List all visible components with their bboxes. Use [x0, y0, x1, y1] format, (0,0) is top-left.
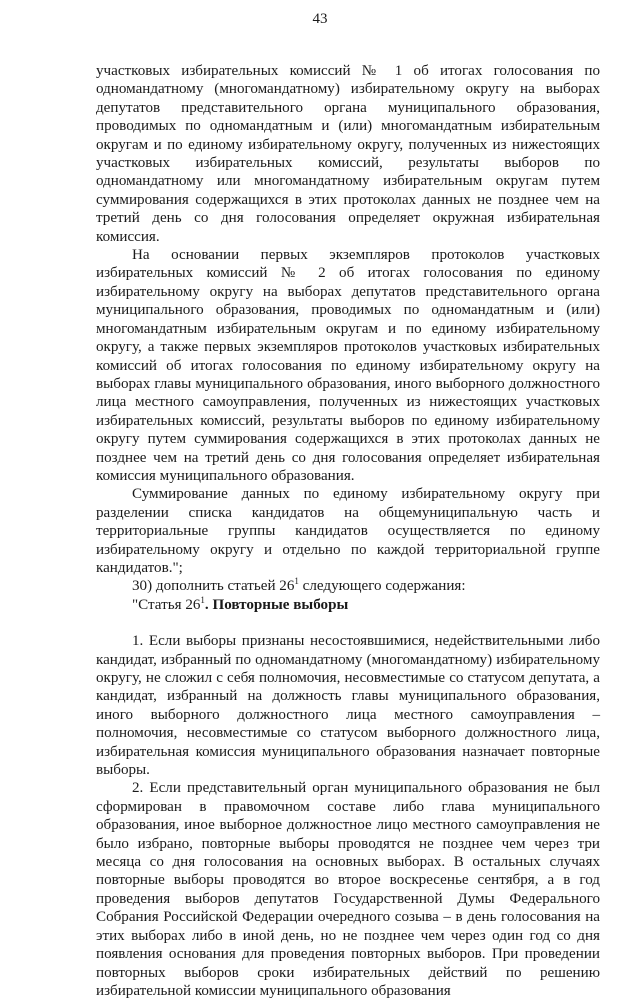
amendment-text: 30) дополнить статьей 26 [132, 578, 295, 595]
article-heading [96, 596, 600, 614]
paragraph-summation: Суммирование данных по единому избирательному округу при разделении списка кандидатов на общемуниципальную часть и территориальные группы кандидатов осуществляется по единому избирательному округу и отдельно по каждой территориальной группе кандидатов."; [96, 486, 600, 576]
superscript: 1 [294, 576, 299, 587]
paragraph-results-single-district: На основании первых экземпляров протоколов участковых избирательных комиссий № 2 об итогах голосования по единому избирательному округу на выборах депутатов представительного органа муниципального образования, проводимых по одномандатным и (или) многомандатным избирательным округам и по единому избирательному округу, а также первых экземпляров протоколов участковых избирательных комиссий об итогах голосования по единому избирательному округу на выборах главы муниципального образования, иного выборного должностного лица местного самоуправления, полученных из нижестоящих участковых избирательных комиссий, результаты выборов по единому избирательному округу путем суммирования содержащихся в этих протоколах данных не позднее чем на третий день со дня голосования определяет избирательная комиссия муниципального образования. [96, 247, 600, 484]
clause-1: 1. Если выборы признаны несостоявшимися, недействительными либо кандидат, избранный по одномандатному (многомандатному) избирательному округу, не сложил с себя полномочия, несовместимые со статусом депутата, а кандидат, избранный на должность главы муниципального образования, иного выборного должностного лица местного самоуправления – полномочия, несовместимые со статусом выборного должностного лица, избирательная комиссия муниципального образования назначает повторные выборы. [96, 633, 600, 779]
clause-2: 2. Если представительный орган муниципального образования не был сформирован в правомочном составе либо глава муниципального образования, иное выборное должностное лицо местного самоуправления не было избрано, повторные выборы проводятся не позднее чем через три месяца со дня голосования на основных выборах. В остальных случаях повторные выборы проводятся во второе воскресенье сентября, а в год проведения выборов депутатов Государственной Думы Федерального Собрания Российской Федерации очередного созыва – в день голосования на этих выборах либо в иной день, но не позднее чем через один год со дня появления основания для проведения повторных выборов. При проведении повторных выборов сроки избирательных действий по решению избирательной комиссии муниципального образования [96, 780, 600, 999]
paragraph-continued: участковых избирательных комиссий № 1 об итогах голосования по одномандатному (многомандатному) избирательному округу на выборах депутатов представительного органа муниципального образования, проводимых по одномандатным и (или) многомандатным избирательным округам и по единому избирательному округу, полученных из нижестоящих участковых избирательных комиссий, результаты выборов по одномандатному или многомандатному избирательным округам путем суммирования содержащихся в этих протоколах данных не позднее чем на третий день со дня голосования определяет окружная избирательная комиссия. [96, 63, 600, 245]
document-body [96, 62, 600, 1000]
amendment-text-end: следующего содержания: [298, 578, 466, 595]
page-number: 43 [312, 11, 328, 27]
amendment-item-30 [96, 577, 600, 595]
article-title: . Повторные выборы [204, 596, 349, 613]
superscript: 1 [200, 594, 205, 605]
article-label: "Статья 26 [132, 596, 201, 613]
